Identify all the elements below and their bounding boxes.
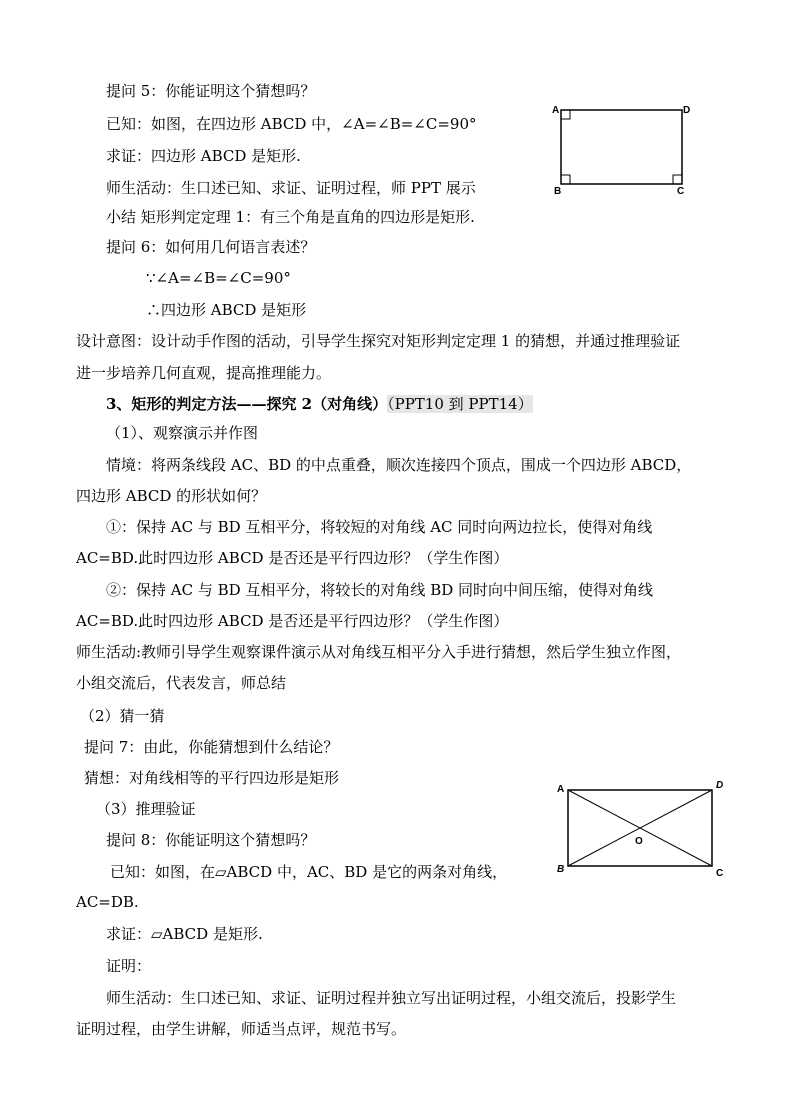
section-3-ppt-range: （PPT10 到 PPT14）: [387, 395, 533, 413]
question-7: 提问 7：由此，你能猜想到什么结论？: [84, 738, 339, 756]
vertex-label-a: A: [557, 784, 565, 795]
right-angle-mark-b: [561, 175, 570, 184]
question-8: 提问 8：你能证明这个猜想吗？: [106, 831, 316, 849]
scenario-line-1: 情境：将两条线段 AC、BD 的中点重叠，顺次连接四个顶点，围成一个四边形 ABCD，: [106, 456, 692, 474]
subsection-1: （1）、观察演示并作图: [106, 424, 259, 442]
vertex-label-b: B: [554, 186, 562, 197]
step-2-line-2: AC=BD.此时四边形 ABCD 是否还是平行四边形？（学生作图）: [76, 612, 509, 630]
center-label-o: O: [635, 836, 643, 847]
scenario-line-2: 四边形 ABCD 的形状如何？: [76, 487, 267, 505]
summary-theorem-1: 小结 矩形判定定理 1：有三个角是直角的四边形是矩形.: [106, 208, 475, 226]
activity-8-line-1: 师生活动：生口述已知、求证、证明过程并独立写出证明过程，小组交流后，投影学生: [106, 989, 677, 1007]
activity-line-2: 小组交流后，代表发言，师总结: [76, 674, 287, 692]
question-5: 提问 5：你能证明这个猜想吗？: [106, 82, 316, 100]
activity-line-1: 师生活动:教师引导学生观察课件演示从对角线互相平分入手进行猜想，然后学生独立作图，: [76, 643, 682, 661]
given-8: 已知：如图，在▱ABCD 中，AC、BD 是它的两条对角线，: [110, 863, 508, 881]
rectangle-figure-2: [552, 776, 732, 880]
vertex-label-c: C: [716, 868, 724, 879]
because-line: ∵∠A=∠B=∠C=90°: [146, 269, 291, 287]
vertex-label-d: D: [683, 105, 691, 116]
proof-label: 证明：: [106, 957, 152, 975]
given-5: 已知：如图，在四边形 ABCD 中，∠A=∠B=∠C=90°: [106, 115, 477, 133]
activity-5: 师生活动：生口述已知、求证、证明过程，师 PPT 展示: [106, 179, 476, 197]
vertex-label-b: B: [557, 864, 565, 875]
design-intent-line-2: 进一步培养几何直观，提高推理能力。: [76, 364, 332, 382]
conjecture: 猜想：对角线相等的平行四边形是矩形: [84, 769, 340, 787]
prove-5: 求证：四边形 ABCD 是矩形.: [106, 147, 301, 165]
subsection-2: （2）猜一猜: [80, 707, 165, 725]
design-intent-line-1: 设计意图：设计动手作图的活动，引导学生探究对矩形判定定理 1 的猜想，并通过推理验证: [76, 332, 681, 350]
question-6: 提问 6：如何用几何语言表述？: [106, 238, 316, 256]
given-8-cont: AC=DB.: [76, 893, 139, 911]
therefore-line: ∴四边形 ABCD 是矩形: [146, 301, 307, 319]
section-3-title: 3、矩形的判定方法——探究 2（对角线）: [106, 395, 388, 413]
vertex-label-d: D: [716, 780, 724, 791]
rectangle-figure-1: [548, 100, 698, 198]
subsection-3: （3）推理验证: [96, 800, 196, 818]
step-1-line-1: ①：保持 AC 与 BD 互相平分，将较短的对角线 AC 同时向两边拉长，使得对角线: [106, 518, 653, 536]
vertex-label-c: C: [677, 186, 685, 197]
right-angle-mark-a: [561, 110, 570, 119]
activity-8-line-2: 证明过程，由学生讲解，师适当点评，规范书写。: [76, 1020, 407, 1038]
rectangle-outline: [561, 110, 682, 184]
right-angle-mark-c: [673, 175, 682, 184]
prove-8: 求证：▱ABCD 是矩形.: [106, 925, 263, 943]
step-2-line-1: ②：保持 AC 与 BD 互相平分，将较长的对角线 BD 同时向中间压缩，使得对角线: [106, 581, 654, 599]
section-3-heading: [106, 394, 533, 414]
step-1-line-2: AC=BD.此时四边形 ABCD 是否还是平行四边形？（学生作图）: [76, 549, 509, 567]
vertex-label-a: A: [552, 105, 560, 116]
